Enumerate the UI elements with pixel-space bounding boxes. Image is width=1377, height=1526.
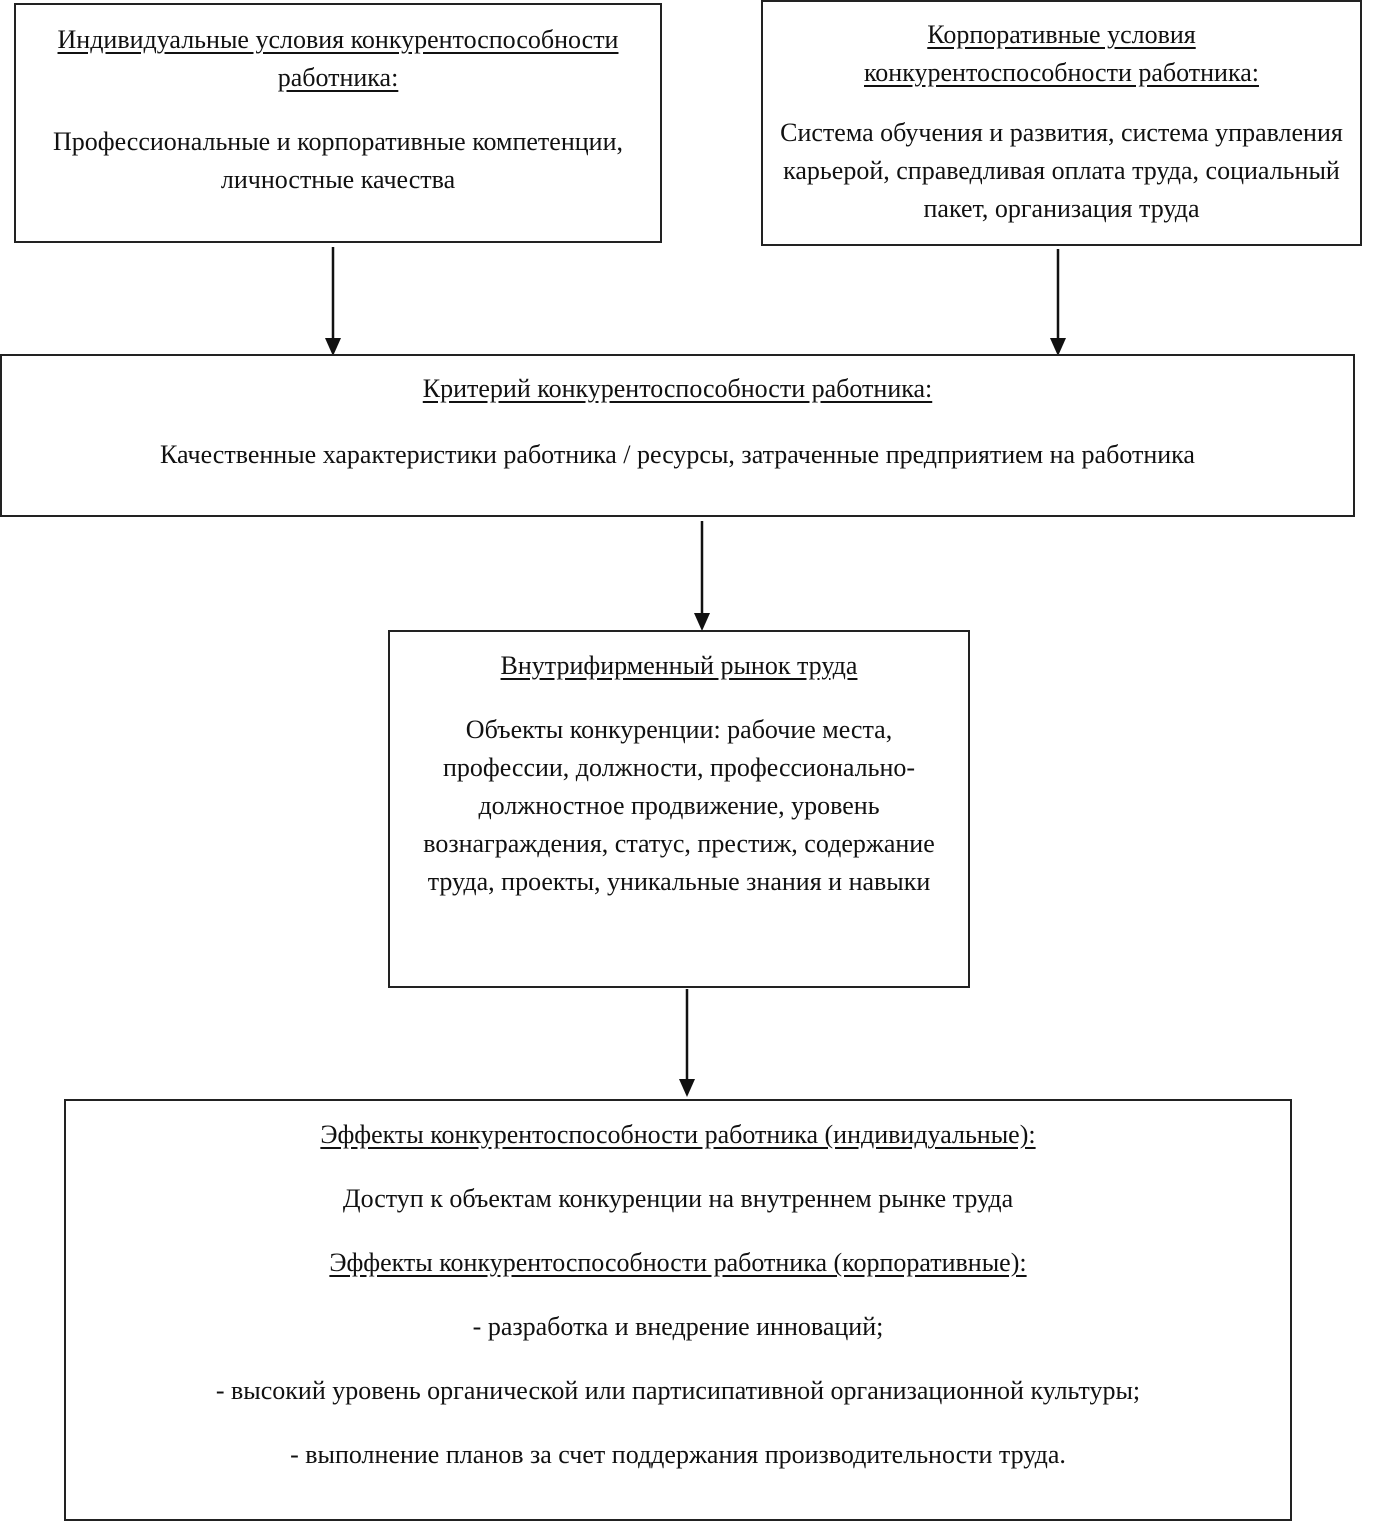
corporate-conditions-heading-line2: конкурентоспособности работника: — [864, 58, 1259, 87]
effects-item: - высокий уровень органической или партисипативной организационной культуры; — [215, 1376, 1141, 1405]
effects-individual-heading: Эффекты конкурентоспособности работника (индивидуальные): — [320, 1120, 1036, 1149]
arrowhead-market — [679, 1079, 695, 1097]
effects-item: - разработка и внедрение инноваций; — [472, 1312, 884, 1341]
individual-conditions-box — [14, 3, 662, 243]
internal-labor-market-text: Объекты конкуренции: рабочие места, профессии, должности, профессионально-должностное продвижение, уровень вознаграждения, статус, престиж, содержание труда, проекты, уникальные знания и навыки — [423, 715, 935, 896]
arrowhead-criterion — [694, 613, 710, 631]
criterion-box — [0, 354, 1355, 517]
effects-corporate-heading: Эффекты конкурентоспособности работника (корпоративные): — [329, 1248, 1027, 1277]
criterion-text: Качественные характеристики работника / ресурсы, затраченные предприятием на работника — [160, 440, 1195, 469]
individual-conditions-heading: Индивидуальные условия конкурентоспособности работника: — [57, 25, 619, 92]
effects-box — [64, 1099, 1292, 1521]
criterion-heading: Критерий конкурентоспособности работника: — [422, 374, 933, 403]
corporate-conditions-box — [761, 0, 1362, 246]
effects-item: - выполнение планов за счет поддержания производительности труда. — [290, 1440, 1066, 1469]
internal-labor-market-box — [388, 630, 970, 988]
corporate-conditions-text: Система обучения и развития, система управления карьерой, справедливая оплата труда, социальный пакет, организация труда — [780, 118, 1343, 223]
individual-conditions-text: Профессиональные и корпоративные компетенции, личностные качества — [52, 127, 623, 194]
effects-individual-text: Доступ к объектам конкуренции на внутреннем рынке труда — [342, 1184, 1014, 1213]
corporate-conditions-heading-line1: Корпоративные условия — [927, 20, 1196, 49]
internal-labor-market-heading: Внутрифирменный рынок труда — [500, 651, 858, 680]
